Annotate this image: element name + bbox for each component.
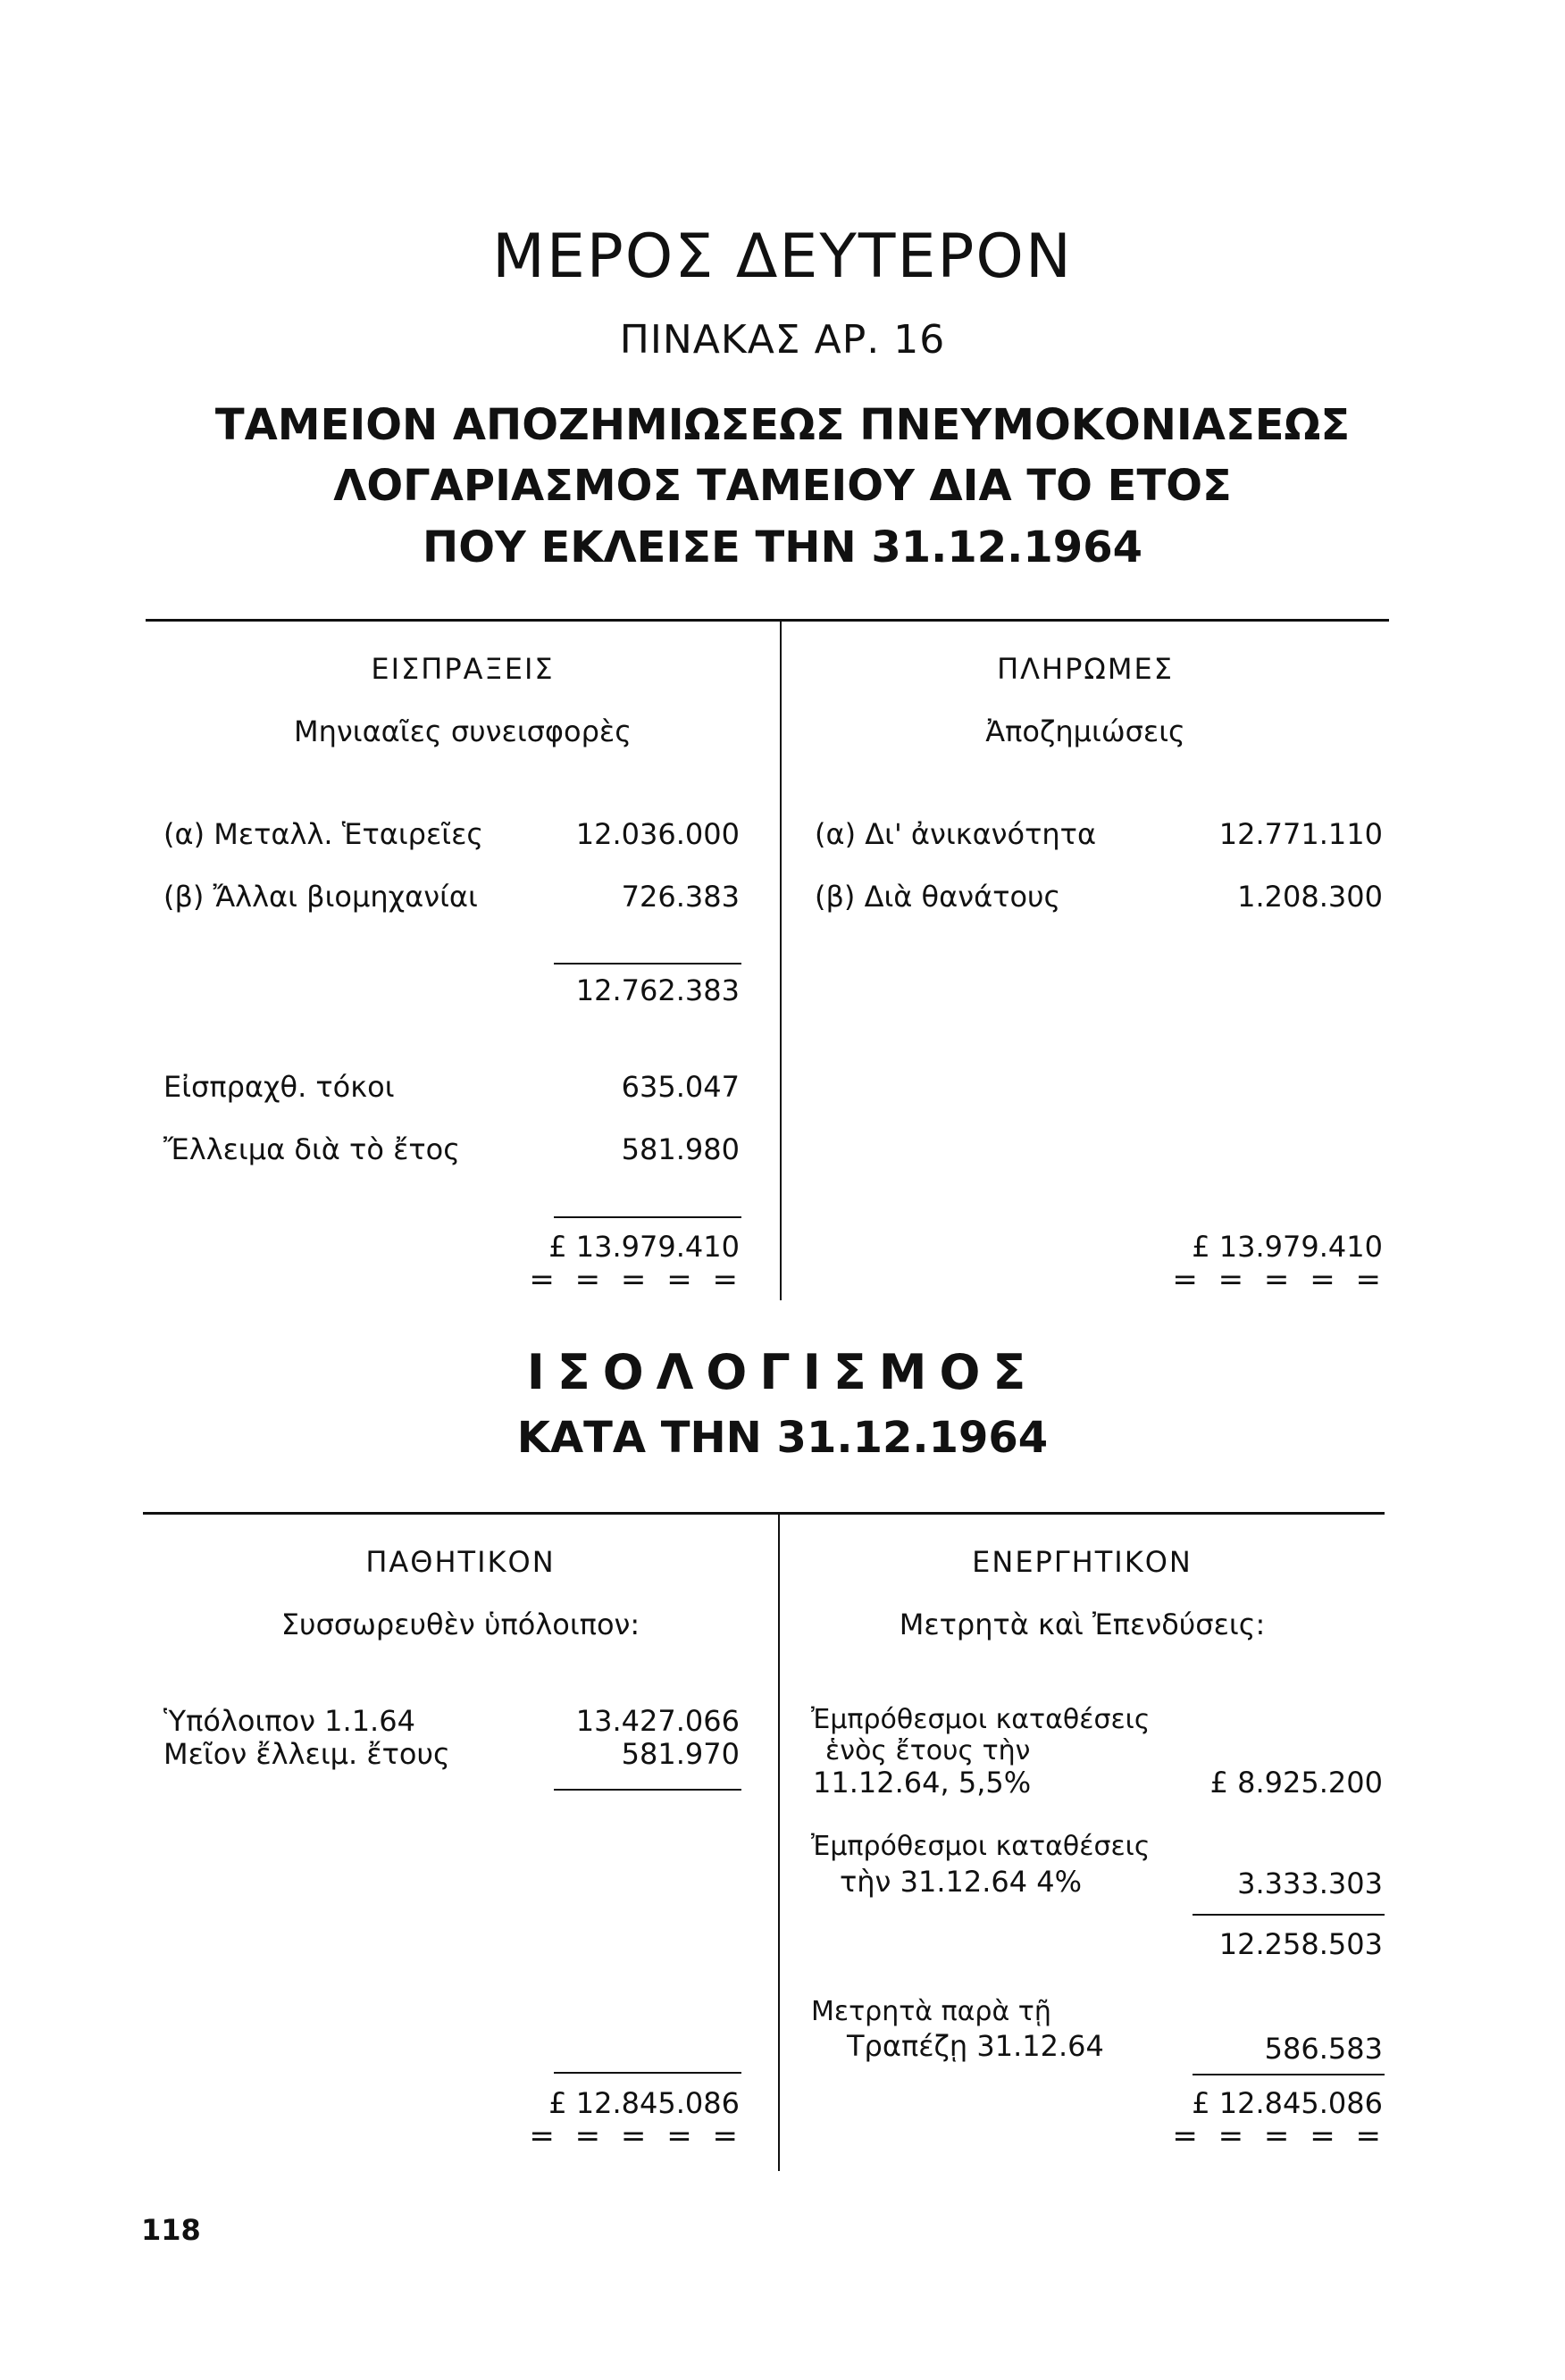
interest-label: Εἰσπραχθ. τόκοι (163, 1070, 395, 1104)
payments-subheader: Ἀποζημιώσεις (985, 714, 1185, 748)
deposit2-line2: τὴν 31.12.64 4% (840, 1865, 1083, 1899)
liabilities-subheader: Συσσωρευθὲν ὑπόλοιπον: (280, 1608, 640, 1641)
deficit-label: Ἔλλειμα διὰ τὸ ἔτος (163, 1132, 460, 1166)
deposit1-line3: 11.12.64, 5,5% (813, 1766, 1032, 1800)
payment-label-a: (α) Δι' ἀνικανότητα (815, 817, 1097, 851)
assets-total-rule (1193, 2074, 1385, 2075)
liabilities-double-rule: = = = = = (529, 2118, 743, 2154)
deposit1-value: £ 8.925.200 (1209, 1766, 1383, 1800)
payments-total: £ 13.979.410 (1192, 1230, 1383, 1264)
deficit-value: 581.980 (621, 1132, 740, 1166)
account-title: ΛΟΓΑΡΙΑΣΜΟΣ ΤΑΜΕΙΟΥ ΔΙΑ ΤΟ ΕΤΟΣ (333, 461, 1232, 511)
payment-value-b: 1.208.300 (1237, 880, 1383, 914)
balance-date: ΚΑΤΑ ΤΗΝ 31.12.1964 (516, 1413, 1049, 1463)
deposit2-line1: Ἐμπρόθεσμοι καταθέσεις (811, 1831, 1151, 1862)
table-number: ΠΙΝΑΚΑΣ ΑΡ. 16 (619, 317, 946, 363)
payment-label-b: (β) Διὰ θανάτους (815, 880, 1061, 914)
balance-top-rule (143, 1512, 1385, 1515)
page-number: 118 (141, 2213, 201, 2247)
receipts-subtotal: 12.762.383 (575, 973, 740, 1007)
fund-title: ΤΑΜΕΙΟΝ ΑΠΟΖΗΜΙΩΣΕΩΣ ΠΝΕΥΜΟΚΟΝΙΑΣΕΩΣ (214, 400, 1351, 450)
receipts-subtotal-rule (554, 963, 741, 965)
assets-sub-rule (1193, 1914, 1385, 1916)
receipt-value-b: 726.383 (621, 880, 740, 914)
receipts-header: ΕΙΣΠΡΑΞΕΙΣ (371, 652, 555, 686)
balance-label-deficit: Μεῖον ἔλλειμ. ἔτους (163, 1737, 450, 1771)
assets-subtotal: 12.258.503 (1218, 1927, 1383, 1961)
receipts-double-rule: = = = = = (529, 1262, 743, 1298)
assets-double-rule: = = = = = (1172, 2118, 1386, 2154)
assets-subheader: Μετρητὰ καὶ Ἐπενδύσεις: (899, 1608, 1266, 1641)
payments-header: ΠΛΗΡΩΜΕΣ (997, 652, 1174, 686)
payments-double-rule: = = = = = (1172, 1262, 1386, 1298)
deposit2-value: 3.333.303 (1237, 1866, 1383, 1900)
account-top-rule (146, 619, 1389, 622)
liabilities-header: ΠΑΘΗΤΙΚΟΝ (365, 1545, 556, 1579)
cash-line2: Τραπέζῃ 31.12.64 (847, 2029, 1104, 2063)
assets-header: ΕΝΕΡΓΗΤΙΚΟΝ (972, 1545, 1193, 1579)
deposit1-line2: ἑνὸς ἔτους τὴν (825, 1735, 1031, 1766)
receipt-value-a: 12.036.000 (575, 817, 740, 851)
receipts-total-rule (554, 1216, 741, 1218)
balance-value-opening: 13.427.066 (575, 1704, 740, 1738)
deposit1-line1: Ἐμπρόθεσμοι καταθέσεις (811, 1704, 1151, 1735)
part-title: ΜΕΡΟΣ ΔΕΥΤΕΡΟΝ (492, 221, 1073, 292)
liabilities-total: £ 12.845.086 (548, 2086, 740, 2120)
interest-value: 635.047 (621, 1070, 740, 1104)
receipts-subheader: Μηνιααῖες συνεισφορὲς (293, 714, 632, 748)
payment-value-a: 12.771.110 (1218, 817, 1383, 851)
receipt-label-a: (α) Μεταλλ. Ἑταιρεῖες (163, 817, 484, 851)
account-date: ΠΟΥ ΕΚΛΕΙΣΕ ΤΗΝ 31.12.1964 (423, 522, 1142, 572)
cash-line1: Μετρητὰ παρὰ τῇ (811, 1996, 1051, 2027)
receipts-total: £ 13.979.410 (548, 1230, 740, 1264)
balance-value-deficit: 581.970 (621, 1737, 740, 1771)
cash-value: 586.583 (1264, 2032, 1383, 2066)
assets-total: £ 12.845.086 (1192, 2086, 1383, 2120)
receipt-label-b: (β) Ἄλλαι βιομηχανίαι (163, 880, 478, 914)
liabilities-total-rule (554, 2072, 741, 2074)
liabilities-sub-rule (554, 1789, 741, 1791)
balance-label-opening: Ὑπόλοιπον 1.1.64 (163, 1704, 415, 1738)
balance-title: ΙΣΟΛΟΓΙΣΜΟΣ (526, 1344, 1039, 1400)
